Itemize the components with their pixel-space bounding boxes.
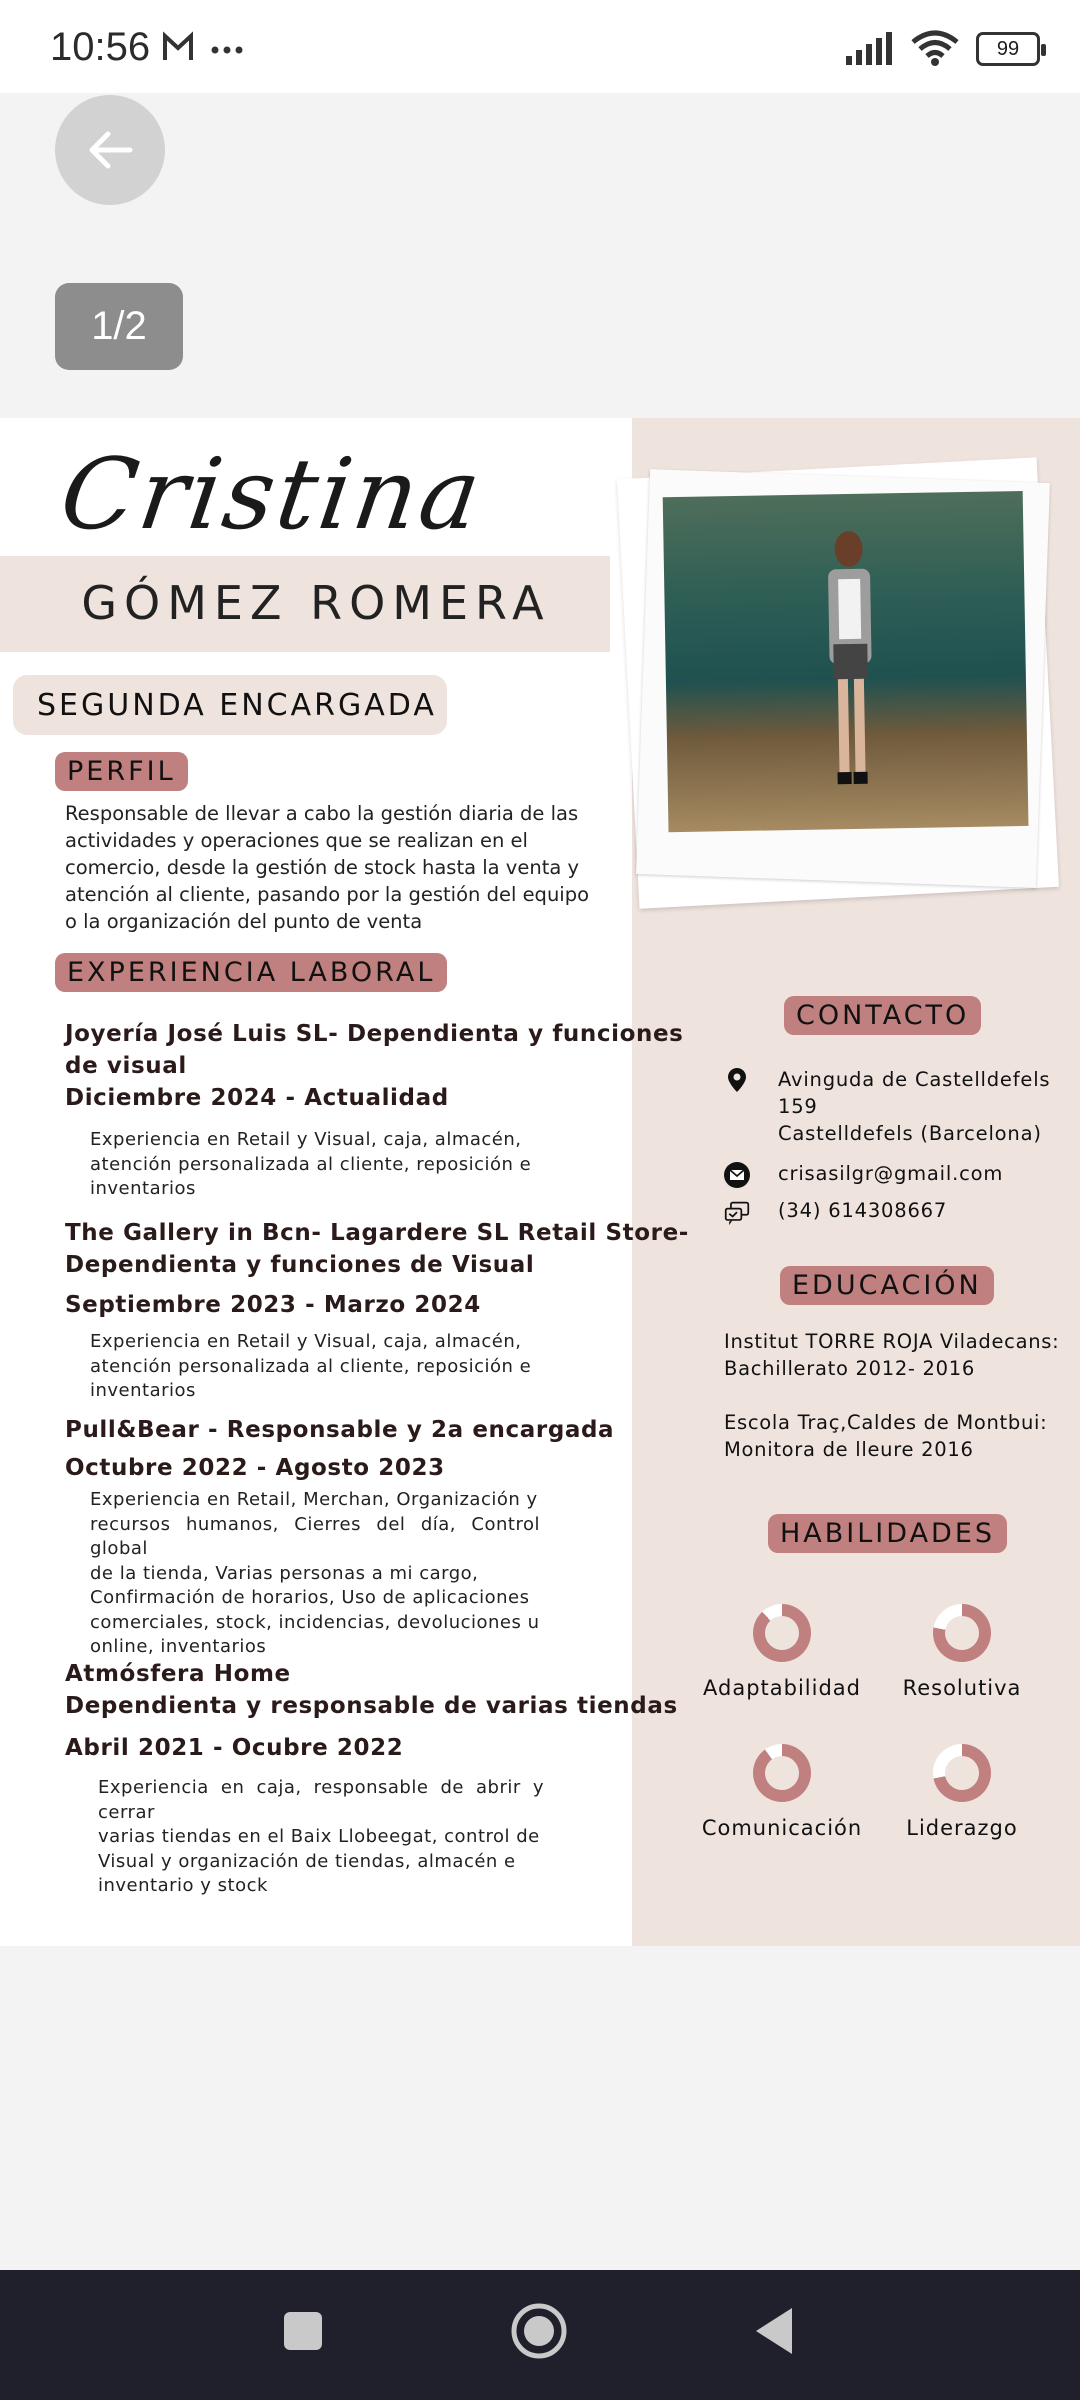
home-button[interactable] (510, 2302, 568, 2360)
education-line: Monitora de lleure 2016 (724, 1438, 974, 1461)
profile-text (65, 800, 589, 935)
job-desc-line: Experiencia en Retail y Visual, caja, almacén, (90, 1129, 522, 1150)
email-icon (724, 1160, 750, 1188)
experience-heading (55, 953, 447, 992)
job-desc-line: Experiencia en caja, responsable de abrir y cerrar (98, 1777, 544, 1823)
job-company: de visual (65, 1053, 187, 1079)
status-right (844, 30, 1040, 68)
skills-heading (768, 1514, 1007, 1553)
job-dates: Abril 2021 - Ocubre 2022 (65, 1735, 404, 1761)
address-line: Avinguda de Castelldefels (778, 1068, 1051, 1091)
back-button[interactable] (55, 95, 165, 205)
wifi-icon (910, 30, 960, 68)
job-company: Pull&Bear - Responsable y 2a encargada (65, 1417, 615, 1443)
job-desc-line: Experiencia en Retail y Visual, caja, almacén, (90, 1331, 522, 1352)
address-line: Castelldefels (Barcelona) (778, 1122, 1042, 1145)
contact-heading (784, 996, 981, 1035)
profile-photo-frame (628, 468, 1058, 898)
recents-button[interactable] (282, 2310, 324, 2352)
profile-line: actividades y operaciones que se realizan en el (65, 829, 528, 852)
more-dots-icon (212, 47, 219, 54)
contact-address (724, 1066, 1050, 1147)
system-nav-bar (0, 2270, 1080, 2400)
job-company: Joyería José Luis SL- Dependienta y funciones (65, 1021, 684, 1047)
job-description (98, 1776, 544, 1899)
profile-photo (663, 491, 1029, 832)
job-desc-line: inventarios (90, 1178, 196, 1199)
job-desc-line: Visual y organización de tiendas, almacén e (98, 1850, 516, 1872)
polaroid-front (636, 469, 1050, 888)
last-name: GÓMEZ ROMERA (81, 576, 551, 630)
role-text: SEGUNDA ENCARGADA (37, 687, 437, 723)
phone-text: (34) 614308667 (778, 1199, 948, 1222)
job-desc-line: recursos humanos, Cierres del día, Control global (90, 1513, 540, 1559)
job-company: The Gallery in Bcn- Lagardere SL Retail Store- (65, 1220, 689, 1246)
page-indicator: 1/2 (55, 283, 183, 370)
job-desc-line: inventarios (90, 1380, 196, 1401)
role-title (13, 675, 447, 735)
profile-line: o la organización del punto de venta (65, 910, 423, 933)
job-dates: Diciembre 2024 - Actualidad (65, 1085, 449, 1111)
chat-phone-icon (724, 1197, 750, 1227)
skill-item (862, 1604, 1062, 1700)
skill-label: Adaptabilidad (703, 1676, 861, 1700)
status-time: 10:56 (50, 25, 151, 69)
first-name: Cristina (53, 438, 490, 552)
job-title (65, 1658, 678, 1764)
skill-item (682, 1744, 882, 1840)
skill-label: Liderazgo (906, 1816, 1018, 1840)
job-desc-line: inventario y stock (98, 1875, 268, 1896)
job-desc-line: Experiencia en Retail, Merchan, Organización y (90, 1489, 538, 1510)
profile-line: Responsable de llevar a cabo la gestión diaria de las (65, 802, 579, 825)
job-description (90, 1128, 540, 1202)
job-description (90, 1488, 540, 1660)
profile-heading (55, 752, 188, 791)
job-description (90, 1330, 540, 1404)
education-line: Bachillerato 2012- 2016 (724, 1357, 975, 1380)
battery-icon: 99 (976, 32, 1040, 66)
education-heading (780, 1266, 994, 1305)
job-title (65, 1018, 683, 1114)
profile-title: PERFIL (55, 752, 188, 791)
job-dates: Octubre 2022 - Agosto 2023 (65, 1455, 445, 1481)
skills-title: HABILIDADES (768, 1514, 1007, 1553)
back-nav-button[interactable] (752, 2306, 796, 2356)
skill-ring (753, 1604, 811, 1662)
profile-line: comercio, desde la gestión de stock hasta la venta y (65, 856, 580, 879)
experience-title: EXPERIENCIA LABORAL (55, 953, 447, 992)
job-desc-line: varias tiendas en el Baix Llobeegat, control de (98, 1826, 540, 1847)
location-pin-icon (724, 1066, 750, 1147)
arrow-left-icon (86, 130, 134, 170)
education-line: Institut TORRE ROJA Viladecans: (724, 1330, 1060, 1353)
skill-ring (753, 1744, 811, 1802)
job-desc-line: de la tienda, Varias personas a mi cargo, (90, 1562, 479, 1584)
education-item (724, 1328, 1059, 1382)
job-company: Dependienta y responsable de varias tiendas (65, 1693, 678, 1719)
skill-label: Resolutiva (902, 1676, 1022, 1700)
job-desc-line: Confirmación de horarios, Uso de aplicaciones (90, 1587, 530, 1608)
contact-title: CONTACTO (784, 996, 981, 1035)
status-left-icons (160, 30, 250, 74)
job-title (65, 1414, 614, 1484)
gmail-icon (160, 30, 250, 70)
profile-line: atención al cliente, pasando por la gestión del equipo (65, 883, 590, 906)
job-company: Dependienta y funciones de Visual (65, 1252, 535, 1278)
signal-icon (844, 32, 894, 66)
status-bar (0, 0, 1080, 93)
job-desc-line: atención personalizada al cliente, reposición e (90, 1355, 532, 1377)
education-title: EDUCACIÓN (780, 1266, 994, 1305)
person-figure (813, 523, 888, 804)
contact-phone (724, 1197, 947, 1227)
job-desc-line: atención personalizada al cliente, reposición e (90, 1153, 532, 1175)
address-line: 159 (778, 1095, 818, 1118)
job-company: Atmósfera Home (65, 1661, 291, 1687)
education-item (724, 1409, 1047, 1463)
education-line: Escola Traç,Caldes de Montbui: (724, 1411, 1048, 1434)
skill-ring (933, 1604, 991, 1662)
email-text: crisasilgr@gmail.com (778, 1162, 1004, 1185)
skill-item (682, 1604, 882, 1700)
skill-ring (933, 1744, 991, 1802)
skill-label: Comunicación (701, 1816, 863, 1840)
job-desc-line: online, inventarios (90, 1636, 267, 1657)
cv-page (0, 418, 1080, 1946)
job-dates: Septiembre 2023 - Marzo 2024 (65, 1292, 481, 1318)
skill-item (862, 1744, 1062, 1840)
job-desc-line: comerciales, stock, incidencias, devoluciones u (90, 1611, 540, 1633)
contact-email (724, 1160, 1003, 1188)
job-title (65, 1217, 689, 1321)
